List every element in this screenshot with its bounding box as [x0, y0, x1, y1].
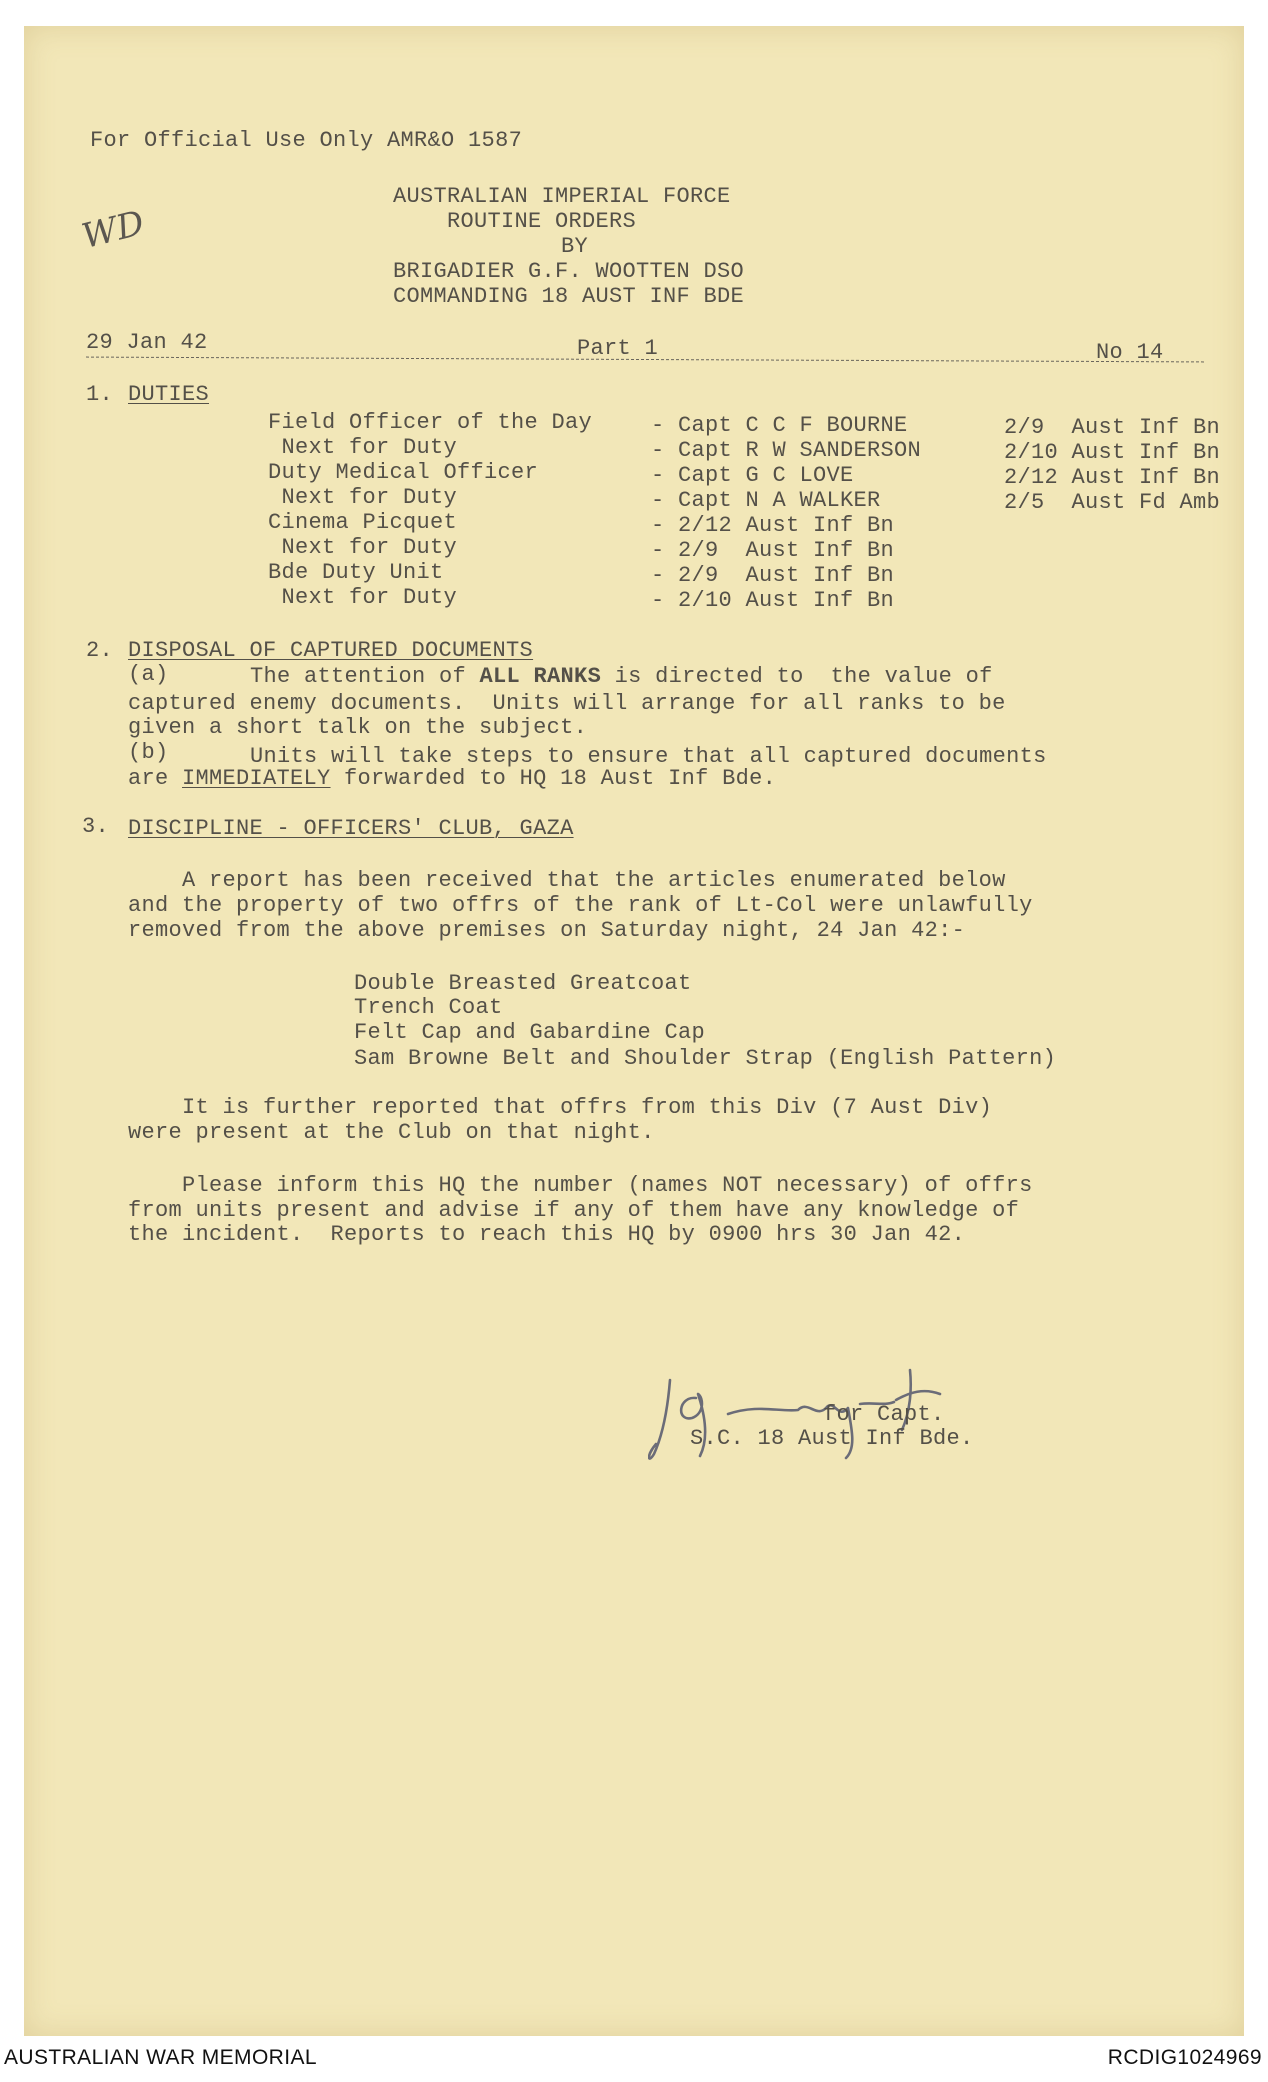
- title-line-3: BY: [561, 234, 589, 259]
- further-report-line-1: It is further reported that offrs from this Div (7 Aust Div): [128, 1095, 993, 1120]
- footer-record-id: RCDIG1024969: [1107, 2046, 1262, 2069]
- duties-heading: DUTIES: [128, 382, 210, 407]
- duty-officer: - 2/12 Aust Inf Bn: [651, 513, 895, 538]
- handwritten-wd-note: WD: [77, 203, 149, 258]
- stolen-item: Felt Cap and Gabardine Cap: [354, 1020, 706, 1045]
- item-b-line-2: are IMMEDIATELY forwarded to HQ 18 Aust Inf Bde.: [128, 766, 777, 791]
- duty-unit: 2/5 Aust Fd Amb: [1004, 490, 1221, 515]
- title-line-2: ROUTINE ORDERS: [447, 209, 637, 234]
- item-b-label: (b): [128, 740, 169, 765]
- signature-title: S.C. 18 Aust Inf Bde.: [690, 1426, 974, 1451]
- item-a-label: (a): [128, 662, 169, 687]
- duty-officer: - Capt R W SANDERSON: [651, 438, 922, 463]
- title-line-5: COMMANDING 18 AUST INF BDE: [393, 284, 745, 309]
- duty-role: Duty Medical Officer: [268, 460, 539, 485]
- report-line-1: A report has been received that the articles enumerated below: [128, 868, 1006, 893]
- duty-officer: - 2/9 Aust Inf Bn: [651, 563, 895, 588]
- duty-role: Cinema Picquet: [268, 510, 458, 535]
- documents-number: 2.: [86, 638, 114, 663]
- request-line-2: from units present and advise if any of them have any knowledge of: [128, 1198, 1020, 1223]
- stolen-item: Double Breasted Greatcoat: [354, 971, 692, 996]
- item-a-line-3: given a short talk on the subject.: [128, 715, 588, 740]
- order-number: No 14: [1096, 340, 1164, 365]
- report-line-2: and the property of two offrs of the rank of Lt-Col were unlawfully: [128, 893, 1033, 918]
- duty-role: Next for Duty: [268, 435, 458, 460]
- documents-heading: DISPOSAL OF CAPTURED DOCUMENTS: [128, 638, 534, 663]
- signature-for-capt: for Capt.: [823, 1402, 945, 1427]
- stolen-item: Trench Coat: [354, 995, 503, 1020]
- duty-role: Field Officer of the Day: [268, 410, 593, 435]
- duties-number: 1.: [86, 382, 114, 407]
- duty-role: Next for Duty: [268, 535, 458, 560]
- stolen-item: Sam Browne Belt and Shoulder Strap (English Pattern): [354, 1046, 1057, 1071]
- duty-role: Bde Duty Unit: [268, 560, 444, 585]
- item-a-line-2: captured enemy documents. Units will arrange for all ranks to be: [128, 691, 1006, 716]
- duty-officer: - Capt N A WALKER: [651, 488, 881, 513]
- footer-archive-name: AUSTRALIAN WAR MEMORIAL: [4, 2046, 317, 2069]
- request-line-1: Please inform this HQ the number (names NOT necessary) of offrs: [128, 1173, 1033, 1198]
- title-line-4: BRIGADIER G.F. WOOTTEN DSO: [393, 259, 745, 284]
- order-date: 29 Jan 42: [86, 330, 208, 355]
- item-a-line-1: The attention of ALL RANKS is directed to the value of: [250, 664, 993, 689]
- order-part: Part 1: [577, 336, 659, 361]
- classification-line: For Official Use Only AMR&O 1587: [90, 128, 523, 153]
- discipline-number: 3.: [82, 814, 110, 839]
- duty-officer: - Capt C C F BOURNE: [651, 413, 908, 438]
- duty-officer: - 2/9 Aust Inf Bn: [651, 538, 895, 563]
- duty-officer: - 2/10 Aust Inf Bn: [651, 588, 895, 613]
- duty-role: Next for Duty: [268, 585, 458, 610]
- duty-role: Next for Duty: [268, 485, 458, 510]
- item-b-line-1: Units will take steps to ensure that all captured documents: [250, 744, 1047, 769]
- title-line-1: AUSTRALIAN IMPERIAL FORCE: [393, 184, 731, 209]
- report-line-3: removed from the above premises on Saturday night, 24 Jan 42:-: [128, 918, 966, 943]
- further-report-line-2: were present at the Club on that night.: [128, 1120, 655, 1145]
- duty-unit: 2/12 Aust Inf Bn: [1004, 465, 1221, 490]
- request-line-3: the incident. Reports to reach this HQ by 0900 hrs 30 Jan 42.: [128, 1222, 966, 1247]
- duty-unit: 2/9 Aust Inf Bn: [1004, 415, 1221, 440]
- duty-officer: - Capt G C LOVE: [651, 463, 854, 488]
- duty-unit: 2/10 Aust Inf Bn: [1004, 440, 1221, 465]
- discipline-heading: DISCIPLINE - OFFICERS' CLUB, GAZA: [128, 816, 574, 841]
